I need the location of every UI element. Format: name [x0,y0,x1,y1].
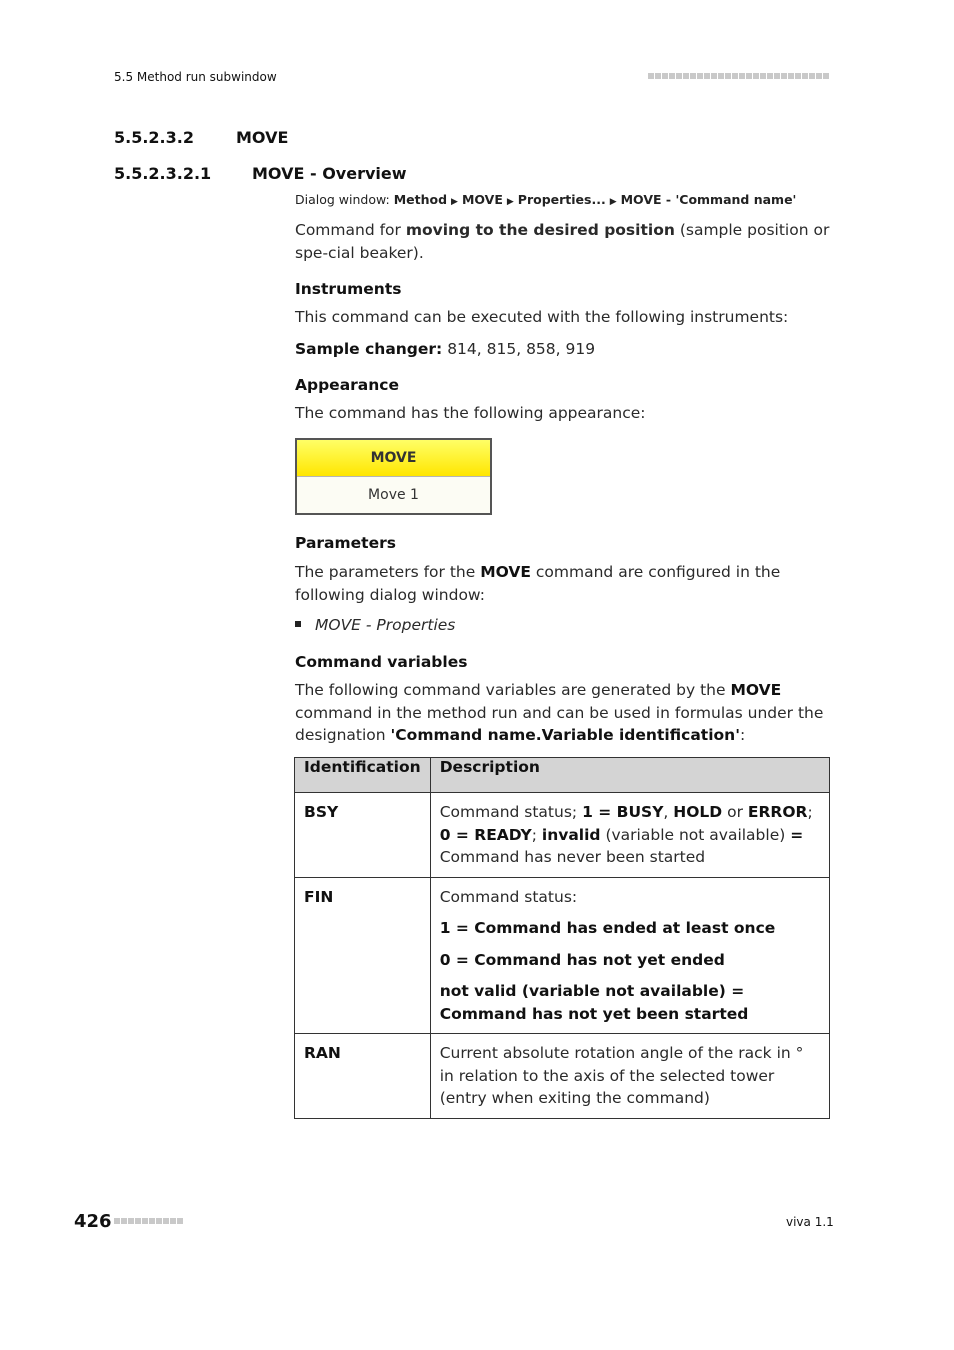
desc-bold: ERROR [747,803,808,821]
desc-bold: HOLD [673,803,723,821]
appearance-text: The command has the following appearance: [295,404,646,422]
variable-description [430,877,829,1034]
variables-text-part: : [739,726,746,744]
desc-line: 1 = Command has ended at least once [439,919,776,937]
section-heading [114,128,288,147]
desc-bold: = [790,825,804,844]
command-variables-heading: Command variables [295,653,468,671]
desc-bold: 1 = BUSY [582,803,664,821]
bullet-item [295,616,455,634]
triangle-right-icon: ▶ [451,197,458,207]
instruments-heading: Instruments [295,280,402,298]
sample-changer-models: 814, 815, 858, 919 [442,340,596,358]
command-box-name: Move 1 [297,477,490,513]
column-header-description: Description [430,758,829,793]
page-number: 426 [74,1211,112,1232]
dialog-path [295,192,830,207]
section-number: 5.5.2.3.2 [114,128,194,147]
footer-decoration-dots [114,1218,183,1224]
bullet-square-icon [295,621,301,627]
desc-line: Command status: [439,887,578,906]
column-header-identification: Identification [295,758,431,793]
desc-text: Command status; [439,803,583,821]
command-variables-text [295,679,830,747]
running-header-section: 5.5 Method run subwindow [114,70,277,84]
intro-bold: moving to the desired position [405,221,675,239]
variable-id: FIN [295,877,431,1034]
dialog-path-step: MOVE [461,192,503,207]
table-row [295,877,830,1034]
table-row [295,793,830,878]
subsection-number: 5.5.2.3.2.1 [114,164,212,183]
desc-text: ; [807,803,813,821]
intro-text: (sample position or spe-cial beaker). [295,221,830,262]
command-box-title: MOVE [297,440,490,477]
variables-text-part: command in the method run and can be used in formulas under the designation [295,703,824,744]
dialog-path-step: Properties... [517,192,606,207]
variable-id: BSY [295,793,431,878]
desc-text: ; [531,825,542,844]
desc-text: , [663,803,674,821]
dialog-path-step: MOVE - 'Command name' [620,192,797,207]
variables-bold: MOVE [730,681,782,699]
instruments-text: This command can be executed with the following instruments: [295,308,789,326]
subsection-title: MOVE - Overview [252,164,407,183]
triangle-right-icon: ▶ [609,197,617,207]
bullet-item-label: MOVE - Properties [315,616,456,634]
variables-designation: 'Command name.Variable identification' [390,726,740,744]
parameters-text-part: The parameters for the [295,563,481,581]
parameters-text-part: command are configured in the following dialog window: [295,563,781,604]
variables-text-part: The following command variables are generated by the [295,681,731,699]
variable-description: Current absolute rotation angle of the rack in ° in relation to the axis of the selected tower (entry when exiting the command) [430,1034,829,1119]
parameters-bold: MOVE [480,563,531,581]
command-appearance-box [295,438,492,515]
desc-text: Command has never been started [439,848,706,866]
dialog-path-prefix: Dialog window: [295,192,394,207]
desc-text: or [722,803,748,821]
intro-paragraph [295,219,830,264]
product-name: viva 1.1 [786,1215,834,1229]
desc-line: not valid (variable not available) = Command has not yet been started [439,982,749,1023]
table-row [295,1034,830,1119]
appearance-heading: Appearance [295,376,399,394]
intro-text: Command for [295,221,406,239]
command-variables-table [294,757,830,1119]
variable-id: RAN [295,1034,431,1119]
subsection-heading [114,164,407,183]
triangle-right-icon: ▶ [506,197,514,207]
desc-bold: invalid [541,825,601,844]
parameters-heading: Parameters [295,534,396,552]
dialog-path-step: Method [393,192,448,207]
variable-description [430,793,829,878]
section-title: MOVE [236,128,289,147]
sample-changer-label: Sample changer: [295,340,443,358]
table-header-row [295,758,830,793]
desc-text: (variable not available) [600,825,791,844]
header-decoration-dots [648,73,829,79]
desc-bold: 0 = READY [439,825,532,844]
sample-changer-line [295,338,830,361]
desc-line: 0 = Command has not yet ended [439,950,725,969]
parameters-text [295,561,830,606]
